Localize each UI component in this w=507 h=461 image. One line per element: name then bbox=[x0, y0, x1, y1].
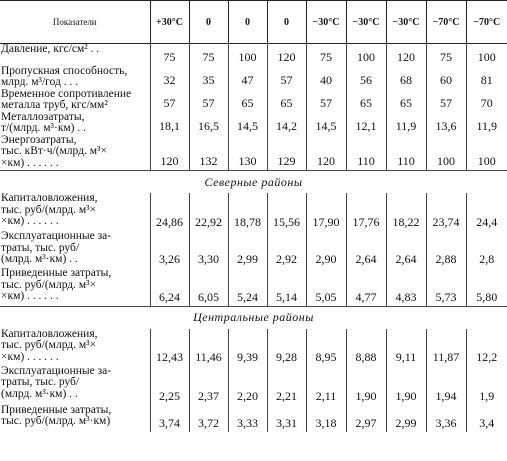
header-row bbox=[0, 1, 507, 44]
value-cell: 3,26 bbox=[150, 231, 189, 268]
value-cell: 18,1 bbox=[150, 112, 189, 135]
value-cell: 24,86 bbox=[150, 193, 189, 231]
value-cell: 2,99 bbox=[386, 405, 426, 432]
header-cell: 0 bbox=[189, 1, 228, 44]
value-cell: 32 bbox=[150, 66, 189, 89]
value-cell: 2,37 bbox=[189, 366, 228, 405]
value-cell: 120 bbox=[386, 44, 426, 66]
value-cell: 16,5 bbox=[189, 112, 228, 135]
row-label: Временное сопротивление металла труб, кгс/мм² bbox=[1, 87, 132, 111]
value-cell: 1,90 bbox=[386, 366, 426, 405]
value-cell: 120 bbox=[150, 135, 189, 171]
value-cell: 3,31 bbox=[267, 405, 306, 432]
row-label: Металлозатраты, т/(млрд. м³·км) . . bbox=[1, 110, 87, 134]
value-cell: 5,73 bbox=[426, 268, 466, 306]
value-cell: 75 bbox=[189, 44, 228, 66]
value-cell: 2,8 bbox=[466, 231, 507, 268]
value-cell: 130 bbox=[228, 135, 267, 171]
value-cell: 14,5 bbox=[228, 112, 267, 135]
value-cell: 47 bbox=[228, 66, 267, 89]
value-cell: 2,25 bbox=[150, 366, 189, 405]
table-body bbox=[0, 44, 507, 432]
table-row bbox=[0, 405, 507, 432]
value-cell: 3,30 bbox=[189, 231, 228, 268]
table-row bbox=[0, 112, 507, 135]
value-cell: 3,18 bbox=[306, 405, 346, 432]
header-cell: 0 bbox=[267, 1, 306, 44]
table-row bbox=[0, 89, 507, 112]
header-cell: −70°С bbox=[426, 1, 466, 44]
row-label: Эксплуатационные за- траты, тыс. руб/ (млрд. м³·км) . . bbox=[1, 364, 112, 400]
value-cell: 3,74 bbox=[150, 405, 189, 432]
value-cell: 3,4 bbox=[466, 405, 507, 432]
value-cell: 75 bbox=[306, 44, 346, 66]
value-cell: 8,88 bbox=[346, 329, 386, 366]
value-cell: 120 bbox=[306, 135, 346, 171]
value-cell: 8,95 bbox=[306, 329, 346, 366]
value-cell: 4,83 bbox=[386, 268, 426, 306]
value-cell: 17,76 bbox=[346, 193, 386, 231]
value-cell: 110 bbox=[386, 135, 426, 171]
value-cell: 2,64 bbox=[346, 231, 386, 268]
value-cell: 13,6 bbox=[426, 112, 466, 135]
value-cell: 12,2 bbox=[466, 329, 507, 366]
value-cell: 5,14 bbox=[267, 268, 306, 306]
value-cell: 100 bbox=[346, 44, 386, 66]
value-cell: 3,72 bbox=[189, 405, 228, 432]
header-cell: Показатели bbox=[0, 1, 150, 44]
row-label: Пропускная способность, млрд. м³/год . . . bbox=[1, 64, 128, 88]
value-cell: 1,94 bbox=[426, 366, 466, 405]
value-cell: 100 bbox=[228, 44, 267, 66]
value-cell: 2,92 bbox=[267, 231, 306, 268]
value-cell: 1,9 bbox=[466, 366, 507, 405]
table-row bbox=[0, 44, 507, 66]
header-cell: +30°С bbox=[150, 1, 189, 44]
value-cell: 23,74 bbox=[426, 193, 466, 231]
table-row bbox=[0, 329, 507, 366]
header-cell: −30°С bbox=[346, 1, 386, 44]
value-cell: 65 bbox=[267, 89, 306, 112]
header-cell: 0 bbox=[228, 1, 267, 44]
header-cell: −30°С bbox=[386, 1, 426, 44]
value-cell: 14,2 bbox=[267, 112, 306, 135]
value-cell: 6,05 bbox=[189, 268, 228, 306]
value-cell: 132 bbox=[189, 135, 228, 171]
value-cell: 70 bbox=[466, 89, 507, 112]
section-title: Северные районы bbox=[0, 171, 507, 194]
value-cell: 2,11 bbox=[306, 366, 346, 405]
value-cell: 65 bbox=[228, 89, 267, 112]
value-cell: 11,9 bbox=[386, 112, 426, 135]
value-cell: 57 bbox=[306, 89, 346, 112]
value-cell: 110 bbox=[346, 135, 386, 171]
value-cell: 2,90 bbox=[306, 231, 346, 268]
value-cell: 5,80 bbox=[466, 268, 507, 306]
table-row bbox=[0, 193, 507, 231]
value-cell: 2,99 bbox=[228, 231, 267, 268]
value-cell: 35 bbox=[189, 66, 228, 89]
value-cell: 11,87 bbox=[426, 329, 466, 366]
value-cell: 65 bbox=[346, 89, 386, 112]
value-cell: 75 bbox=[426, 44, 466, 66]
value-cell: 5,05 bbox=[306, 268, 346, 306]
row-label: Капиталовложения, тыс. руб/(млрд. м³× ×км) . . . . . . bbox=[1, 192, 98, 227]
value-cell: 2,21 bbox=[267, 366, 306, 405]
value-cell: 4,77 bbox=[346, 268, 386, 306]
value-cell: 68 bbox=[386, 66, 426, 89]
value-cell: 9,28 bbox=[267, 329, 306, 366]
value-cell: 2,64 bbox=[386, 231, 426, 268]
value-cell: 18,22 bbox=[386, 193, 426, 231]
value-cell: 15,56 bbox=[267, 193, 306, 231]
table-row bbox=[0, 135, 507, 171]
value-cell: 100 bbox=[426, 135, 466, 171]
value-cell: 65 bbox=[386, 89, 426, 112]
value-cell: 12,43 bbox=[150, 329, 189, 366]
value-cell: 3,36 bbox=[426, 405, 466, 432]
value-cell: 100 bbox=[466, 44, 507, 66]
value-cell: 56 bbox=[346, 66, 386, 89]
table-row bbox=[0, 268, 507, 306]
value-cell: 6,24 bbox=[150, 268, 189, 306]
row-label: Эксплуатационные за- траты, тыс. руб/ (млрд. м³·км) . . bbox=[1, 230, 112, 265]
value-cell: 100 bbox=[466, 135, 507, 171]
section-title: Центральные районы bbox=[0, 306, 507, 329]
value-cell: 11,9 bbox=[466, 112, 507, 135]
value-cell: 129 bbox=[267, 135, 306, 171]
table-row bbox=[0, 231, 507, 268]
value-cell: 57 bbox=[150, 89, 189, 112]
value-cell: 57 bbox=[426, 89, 466, 112]
value-cell: 40 bbox=[306, 66, 346, 89]
value-cell: 17,90 bbox=[306, 193, 346, 231]
value-cell: 81 bbox=[466, 66, 507, 89]
row-label: Капиталовложения, тыс. руб/(млрд. м³× ×км) . . . . . . bbox=[1, 327, 98, 363]
value-cell: 1,90 bbox=[346, 366, 386, 405]
header-cell: −70°С bbox=[466, 1, 507, 44]
value-cell: 57 bbox=[189, 89, 228, 112]
value-cell: 57 bbox=[267, 66, 306, 89]
row-label: Приведенные затраты, тыс. руб/(млрд. м³× ×км) . . . . . . bbox=[1, 267, 112, 302]
value-cell: 12,1 bbox=[346, 112, 386, 135]
row-label: Энергозатраты, тыс. кВт·ч/(млрд. м³× ×км) . . . . . . bbox=[1, 133, 107, 169]
header-cell: −30°С bbox=[306, 1, 346, 44]
section-heading-row bbox=[0, 306, 507, 329]
value-cell: 2,97 bbox=[346, 405, 386, 432]
value-cell: 3,33 bbox=[228, 405, 267, 432]
value-cell: 9,11 bbox=[386, 329, 426, 366]
value-cell: 22,92 bbox=[189, 193, 228, 231]
value-cell: 11,46 bbox=[189, 329, 228, 366]
value-cell: 18,78 bbox=[228, 193, 267, 231]
table-row bbox=[0, 366, 507, 405]
value-cell: 60 bbox=[426, 66, 466, 89]
value-cell: 120 bbox=[267, 44, 306, 66]
value-cell: 2,20 bbox=[228, 366, 267, 405]
row-label: Давление, кгс/см² . . bbox=[1, 43, 100, 55]
value-cell: 14,5 bbox=[306, 112, 346, 135]
value-cell: 24,4 bbox=[466, 193, 507, 231]
value-cell: 9,39 bbox=[228, 329, 267, 366]
row-label: Приведенные затраты, тыс. руб/(млрд. м³·км) bbox=[1, 403, 112, 427]
section-heading-row bbox=[0, 171, 507, 194]
value-cell: 75 bbox=[150, 44, 189, 66]
table-row bbox=[0, 66, 507, 89]
value-cell: 5,24 bbox=[228, 268, 267, 306]
value-cell: 2,88 bbox=[426, 231, 466, 268]
